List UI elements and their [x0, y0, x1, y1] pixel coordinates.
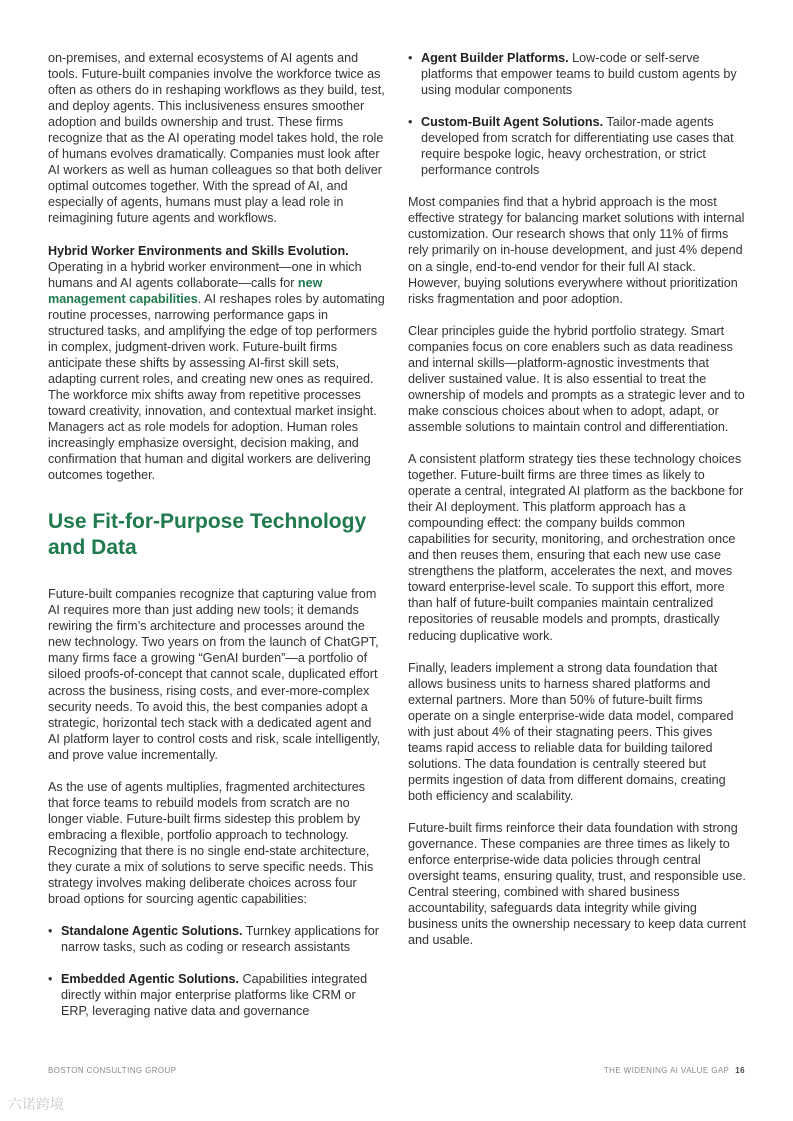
list-item — [408, 50, 748, 98]
paragraph-text: Operating in a hybrid worker environment—one in which humans and AI agents collaborate—calls for — [48, 259, 362, 290]
paragraph-hybrid-approach: Most companies find that a hybrid approach is the most effective strategy for balancing market solutions with internal customization. Our research shows that only 11% of firms rely primarily on in-house development, and just 4% depend on a single, end-to-end vendor for their full AI stack. However, buying solutions everywhere without prioritization risks fragmentation and poor adoption. — [408, 195, 745, 306]
right-column — [408, 50, 748, 964]
list-item — [48, 923, 386, 955]
left-column — [48, 50, 386, 1035]
paragraph-governance: Future-built firms reinforce their data foundation with strong governance. These companies are three times as likely to enforce enterprise-wide data policies through central oversight teams, ensuring quality, trust, and responsible use. Central steering, combined with shared business accountability, safeguards data integrity while giving business units the ownership necessary to keep data current and usable. — [408, 820, 747, 948]
paragraph-portfolio: As the use of agents multiplies, fragmented architectures that force teams to rebuild models from scratch are no longer viable. Future-built firms sidestep this problem by embracing a flexible, portfolio approach to technology. Recognizing that there is no single end-state architecture, they curate a mix of solutions to serve specific needs. This strategy involves making deliberate choices across four broad options for sourcing agentic capabilities: — [48, 779, 374, 907]
list-item-text: Tailor-made agents developed from scratch for differentiating use cases that require bespoke logic, heavy orchestration, or strict performance controls — [421, 115, 734, 178]
list-item-lead: Standalone Agentic Solutions. — [61, 924, 243, 939]
watermark: 六诺跨境 — [8, 1097, 64, 1113]
list-item — [48, 971, 386, 1019]
paragraph-hybrid-worker — [48, 243, 386, 484]
page-number: 16 — [735, 1066, 745, 1075]
paragraph-text: . AI reshapes roles by automating routine processes, narrowing performance gaps in structured tasks, and amplifying the edge of top performers in complex, judgment-driven work. Future-built firms anticipate these shifts by assessing AI-first skill sets, adapting current roles, and creating new ones as required. The workforce mix shifts away from repetitive processes toward creativity, innovation, and contextual market insight. Managers act as role models for adoption. Human roles increasingly emphasize oversight, decision making, and confirmation that human and digital workers are delivering outcomes together. — [48, 291, 385, 483]
management-capabilities-link[interactable]: new management capabilities — [48, 275, 323, 306]
sourcing-options-list — [48, 923, 386, 1019]
paragraph-platform-strategy: A consistent platform strategy ties these technology choices together. Future-built firms are three times as likely to operate a central, integrated AI platform as the backbone for their AI deployment. This platform approach has a compounding effect: the company builds common capabilities for security, monitoring, and orchestration once and then reuses them, ensuring that each new use case strengthens the platform, accelerates the next, and moves toward enterprise-level scale. To support this effort, more than half of future-built companies maintain centralized repositories of reusable models and prompts, drastically reducing duplicative work. — [408, 451, 744, 643]
footer-publisher: BOSTON CONSULTING GROUP — [48, 1066, 177, 1075]
list-item-lead: Embedded Agentic Solutions. — [61, 972, 239, 987]
list-item-text: Turnkey applications for narrow tasks, such as coding or research assistants — [61, 924, 379, 955]
section-heading: Use Fit-for-Purpose Technology and Data — [48, 510, 367, 560]
list-item-text: Capabilities integrated directly within major enterprise platforms like CRM or ERP, leveraging native data and governance — [61, 972, 368, 1019]
paragraph-workforce: on-premises, and external ecosystems of AI agents and tools. Future-built companies involve the workforce twice as often as others do in reshaping workflows as they build, test, and deploy agents. This inclusiveness ensures smoother adoption and builds ownership and trust. These firms recognize that as the AI operating model takes hold, the role of humans evolves dramatically. Companies must look after AI workers as well as human colleagues so that both deliver optimal outcomes together. With the spread of AI, and especially of agents, humans must play a lead role in reimagining future agents and workflows. — [48, 51, 385, 226]
paragraph-tech-stack: Future-built companies recognize that capturing value from AI requires more than just adding new tools; it demands rewiring the firm’s architecture and processes around the new technology. Two years on from the launch of ChatGPT, many firms face a growing “GenAI burden”—a portfolio of siloed proofs-of-concept that cannot scale, duplicated effort across the business, rising costs, and ever-more-complex security needs. To avoid this, the best companies adopt a strategic, horizontal tech stack with a dedicated agent and AI platform layer to control costs and risk, scale intelligently, and prove value incrementally. — [48, 587, 381, 762]
paragraph-lead: Hybrid Worker Environments and Skills Evolution. — [48, 243, 349, 258]
list-item-lead: Custom-Built Agent Solutions. — [421, 115, 604, 130]
footer-title — [604, 1066, 745, 1075]
paragraph-data-foundation: Finally, leaders implement a strong data foundation that allows business units to harness shared platforms and external partners. More than 50% of future-built firms operate on a single enterprise-wide data model, compared with just about 4% of their stagnating peers. This gives teams rapid access to reliable data for building tailored solutions. The data foundation is centrally steered but permits ingestion of data from different domains, creating both efficiency and scalability. — [408, 660, 734, 803]
list-item-lead: Agent Builder Platforms. — [421, 51, 569, 65]
list-item — [408, 114, 748, 178]
list-item-text: Low-code or self-serve platforms that empower teams to build custom agents by using modular components — [421, 51, 737, 98]
sourcing-options-list-continued — [408, 50, 748, 178]
footer-report-title: THE WIDENING AI VALUE GAP — [603, 1066, 730, 1075]
paragraph-principles: Clear principles guide the hybrid portfolio strategy. Smart companies focus on core enablers such as data readiness and internal skills—platform-agnostic investments that deliver sustained value. It is also essential to treat the ownership of models and prompts as a strategic lever and to make conscious choices about when to adopt, adapt, or assemble solutions to maintain control and differentiation. — [408, 323, 745, 434]
